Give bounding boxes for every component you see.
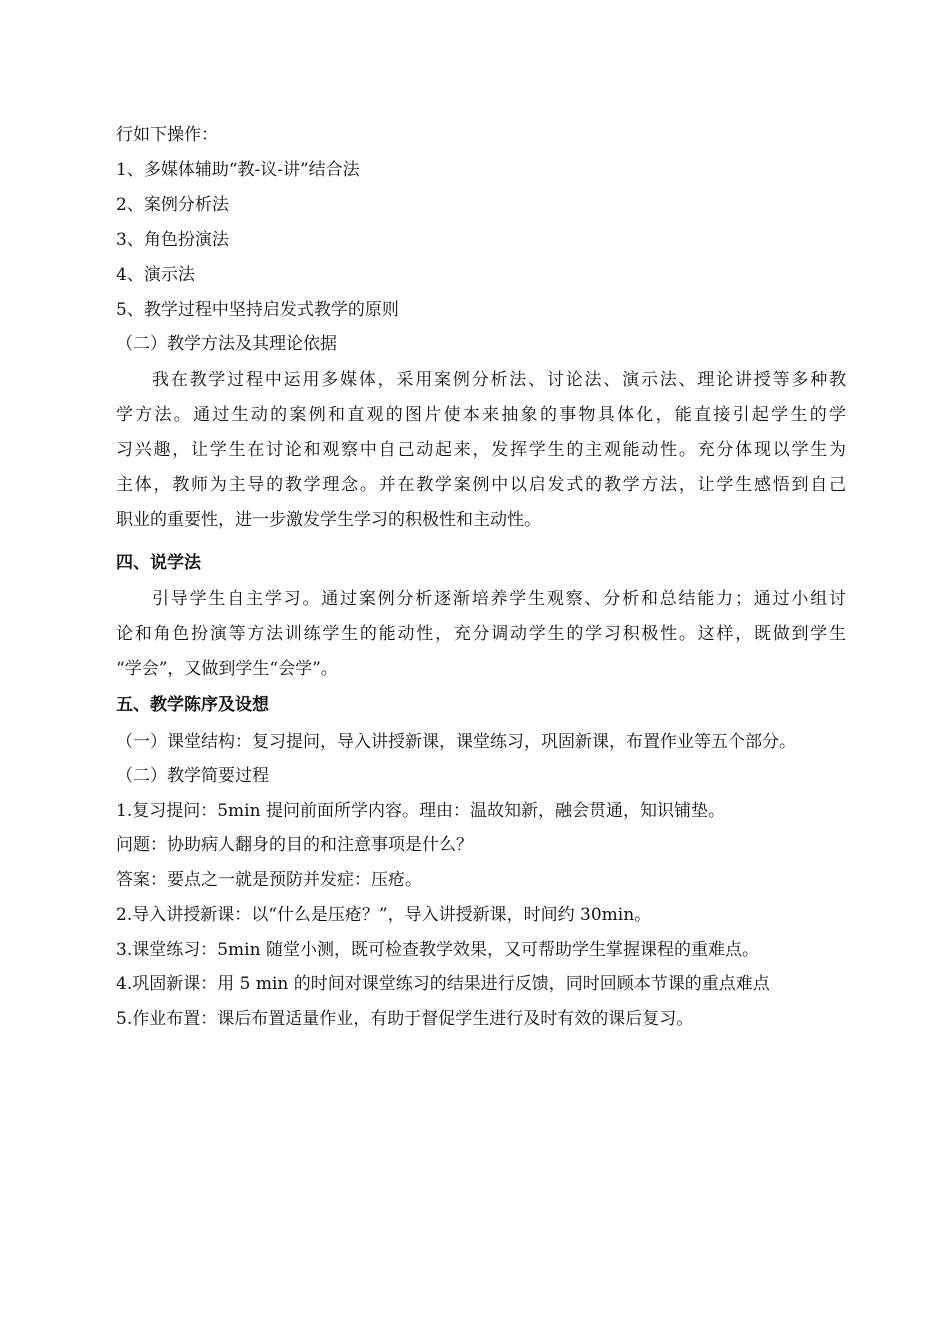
list-item: 5、教学过程中坚持启发式教学的原则 xyxy=(116,300,399,320)
list-item: 4、演示法 xyxy=(116,265,195,285)
text-line: 答案：要点之一就是预防并发症：压疮。 xyxy=(116,870,422,890)
list-item: 3、角色扮演法 xyxy=(116,230,229,250)
subsection-heading: （二）教学方法及其理论依据 xyxy=(116,334,337,354)
text-line: 行如下操作： xyxy=(116,125,218,145)
paragraph-line: 引导学生自主学习。通过案例分析逐渐培养学生观察、分析和总结能力；通过小组讨 xyxy=(152,589,846,609)
list-item: 4.巩固新课：用 5 min 的时间对课堂练习的结果进行反馈，同时回顾本节课的重点难点 xyxy=(116,974,770,994)
text-line: 问题：协助病人翻身的目的和注意事项是什么？ xyxy=(116,835,473,855)
paragraph-line: 职业的重要性，进一步激发学生学习的积极性和主动性。 xyxy=(116,510,541,530)
paragraph-line: 习兴趣，让学生在讨论和观察中自己动起来，发挥学生的主观能动性。充分体现以学生为 xyxy=(116,440,846,460)
section-heading: 五、教学陈序及设想 xyxy=(116,695,269,715)
paragraph-line: 我在教学过程中运用多媒体，采用案例分析法、讨论法、演示法、理论讲授等多种教 xyxy=(152,370,846,390)
list-item: 1、多媒体辅助“教-议-讲”结合法 xyxy=(116,160,360,180)
paragraph-line: 论和角色扮演等方法训练学生的能动性，充分调动学生的学习积极性。这样，既做到学生 xyxy=(116,624,846,644)
list-item: 5.作业布置：课后布置适量作业，有助于督促学生进行及时有效的课后复习。 xyxy=(116,1009,694,1029)
list-item: 2、案例分析法 xyxy=(116,195,229,215)
paragraph-line: （一）课堂结构：复习提问，导入讲授新课，课堂练习，巩固新课，布置作业等五个部分。 xyxy=(116,732,796,752)
section-heading: 四、说学法 xyxy=(116,553,201,573)
paragraph-line: 主体，教师为主导的教学理念。并在教学案例中以启发式的教学方法，让学生感悟到自己 xyxy=(116,475,846,495)
subsection-heading: （二）教学简要过程 xyxy=(116,766,269,786)
paragraph-line: “学会”，又做到学生“会学”。 xyxy=(116,659,338,679)
list-item: 2.导入讲授新课：以“什么是压疮？”，导入讲授新课，时间约 30min。 xyxy=(116,905,652,925)
paragraph-line: 学方法。通过生动的案例和直观的图片使本来抽象的事物具体化，能直接引起学生的学 xyxy=(116,405,846,425)
list-item: 3.课堂练习：5min 随堂小测，既可检查教学效果，又可帮助学生掌握课程的重难点。 xyxy=(116,940,759,960)
list-item: 1.复习提问：5min 提问前面所学内容。理由：温故知新，融会贯通，知识铺垫。 xyxy=(116,801,725,821)
